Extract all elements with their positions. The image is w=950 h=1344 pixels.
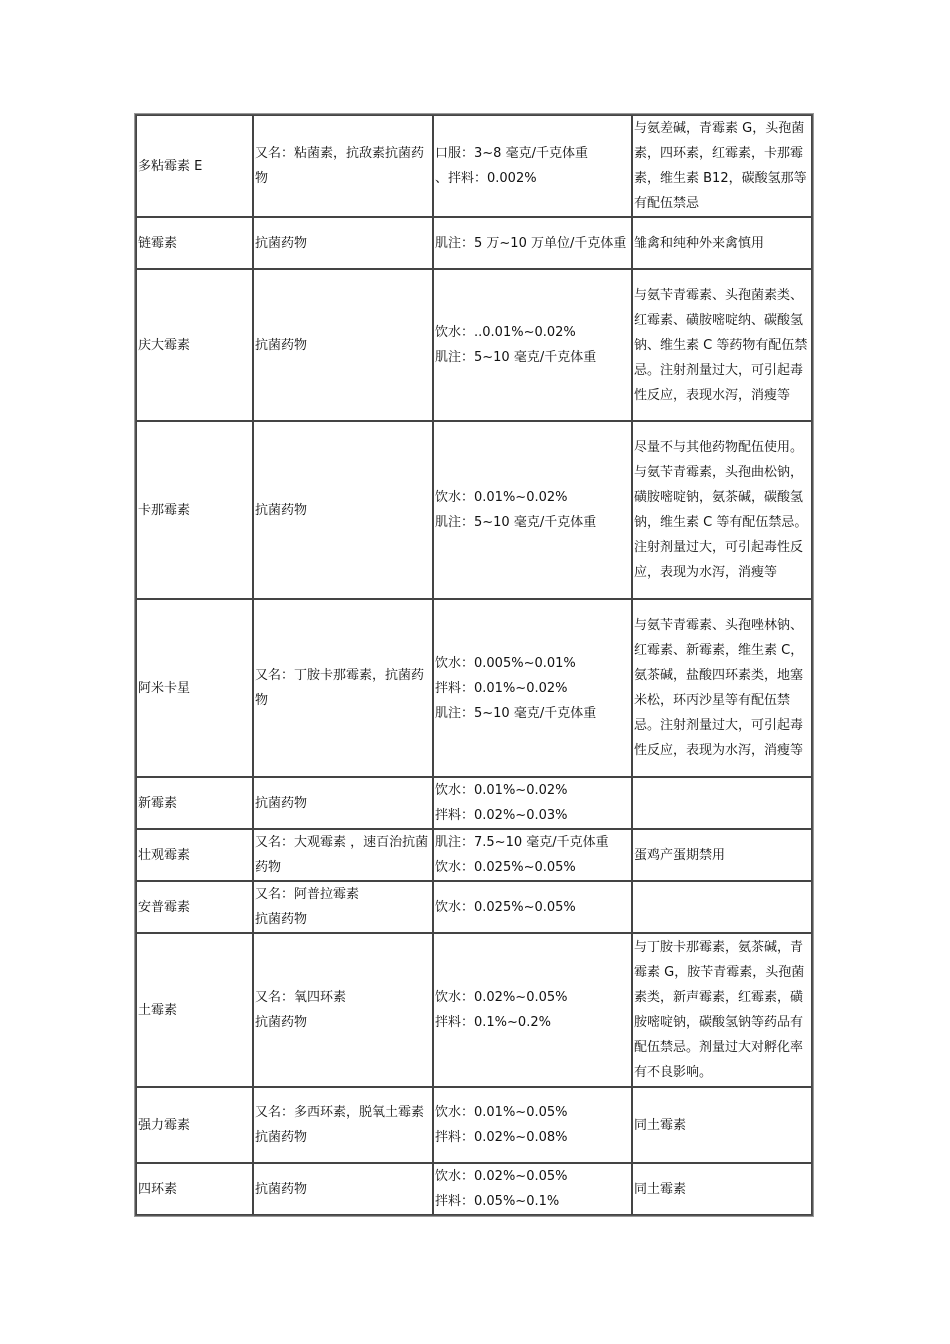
drug-desc-cell-line: 又名：多西环素，脱氧土霉素: [255, 1105, 425, 1120]
drug-name-cell: [136, 217, 253, 269]
drug-name-cell: [136, 599, 253, 777]
drug-note-cell-text: 雏禽和纯种外来禽慎用: [634, 235, 765, 251]
drug-name-cell: [136, 881, 253, 933]
drug-name-cell: [136, 1087, 253, 1163]
drug-dose-cell: [433, 933, 632, 1087]
drug-dose-cell-line: 饮水：..0.01%~0.02%: [435, 325, 576, 340]
table-row: [136, 599, 812, 777]
drug-dose-cell-line: 饮水：0.01%~0.02%: [435, 783, 568, 798]
drug-desc-cell-line: 又名：大观霉素 ，速百治抗菌药物: [255, 835, 429, 875]
drug-dose-cell-line: 拌料：0.01%~0.02%: [435, 680, 568, 696]
drug-name-cell-text: 链霉素: [138, 235, 178, 251]
drug-desc-cell: [253, 115, 433, 217]
drug-desc-cell-line: 抗菌药物: [255, 1130, 308, 1145]
drug-dose-cell-line: 肌注：5 万~10 万单位/千克体重: [435, 235, 627, 251]
drug-desc-cell-line: 抗菌药物: [255, 795, 308, 811]
table-row: [136, 829, 812, 881]
drug-name-cell-text: 强力霉素: [138, 1117, 191, 1133]
drug-desc-cell-line: 抗菌药物: [255, 1015, 308, 1030]
drug-dose-cell: [433, 881, 632, 933]
drug-dose-cell: [433, 269, 632, 421]
drug-dose-cell: [433, 421, 632, 599]
table-row: [136, 881, 812, 933]
drug-desc-cell-line: 又名：阿普拉霉素: [255, 887, 360, 902]
drug-name-cell: [136, 777, 253, 829]
drug-desc-cell-line: 又名：丁胺卡那霉素，抗菌药物: [255, 668, 425, 708]
drug-name-cell-text: 安普霉素: [138, 899, 191, 915]
drug-note-cell: [632, 269, 812, 421]
drug-note-cell: [632, 1163, 812, 1215]
drug-dose-cell-line: 、拌料：0.002%: [435, 171, 537, 186]
drug-note-cell-text: 与氨差碱，青霉素 G，头孢菌素，四环素，红霉素，卡那霉素，维生素 B12，碳酸氢那等有配伍禁忌: [634, 121, 807, 211]
drug-name-cell: [136, 269, 253, 421]
table-row: [136, 777, 812, 829]
drug-note-cell: [632, 777, 812, 829]
table-row: [136, 1163, 812, 1215]
drug-desc-cell-line: 抗菌药物: [255, 502, 308, 518]
drug-dose-cell: [433, 1163, 632, 1215]
drug-desc-cell: [253, 269, 433, 421]
drug-dose-cell-line: 口服：3~8 毫克/千克体重: [435, 146, 588, 161]
drug-note-cell-text: 尽量不与其他药物配伍使用。与氨苄青霉素，头孢曲松钠，磺胺嘧啶钠，氨茶碱，碳酸氢钠，维生素 C 等有配伍禁忌。注射剂量过大，可引起毒性反应，表现为水泻，消瘦等: [634, 440, 808, 580]
drug-desc-cell: [253, 421, 433, 599]
drug-dose-cell-line: 拌料：0.05%~0.1%: [435, 1194, 560, 1209]
drug-desc-cell: [253, 1087, 433, 1163]
drug-dose-cell-line: 饮水：0.01%~0.02%: [435, 490, 568, 505]
drug-name-cell: [136, 115, 253, 217]
drug-desc-cell-line: 抗菌药物: [255, 337, 308, 353]
drug-dose-cell-line: 拌料：0.02%~0.08%: [435, 1130, 568, 1145]
drug-note-cell: [632, 1087, 812, 1163]
drug-desc-cell-line: 抗菌药物: [255, 235, 308, 251]
drug-desc-cell: [253, 599, 433, 777]
drug-note-cell: [632, 599, 812, 777]
drug-name-cell: [136, 829, 253, 881]
drug-dose-cell-line: 拌料：0.1%~0.2%: [435, 1015, 551, 1030]
drug-name-cell-text: 土霉素: [138, 1002, 178, 1018]
drug-name-cell-text: 新霉素: [138, 795, 178, 811]
drug-dose-cell-line: 拌料：0.02%~0.03%: [435, 808, 568, 823]
drug-note-cell: [632, 421, 812, 599]
drug-desc-cell: [253, 217, 433, 269]
table-row: [136, 269, 812, 421]
drug-note-cell-text: 与丁胺卡那霉素，氨茶碱，青霉素 G，胺苄青霉素，头孢菌素类，新声霉素，红霉素，磺胺嘧啶钠，碳酸氢钠等药品有配伍禁忌。剂量过大对孵化率有不良影响。: [634, 940, 805, 1080]
drug-note-cell: [632, 115, 812, 217]
drug-note-cell-text: 与氨苄青霉素、头孢唑林钠、红霉素、新霉素，维生素 C，氨茶碱，盐酸四环素类，地塞米松，环丙沙星等有配伍禁忌。注射剂量过大，可引起毒性反应，表现为水泻，消瘦等: [634, 618, 804, 758]
drug-dose-cell: [433, 829, 632, 881]
drug-dose-cell-line: 饮水：0.025%~0.05%: [435, 860, 576, 875]
drug-desc-cell: [253, 777, 433, 829]
drug-desc-cell-line: 抗菌药物: [255, 1181, 308, 1197]
drug-note-cell: [632, 217, 812, 269]
drug-dose-cell-line: 肌注：5~10 毫克/千克体重: [435, 350, 597, 365]
drug-note-cell-text: 同土霉素: [634, 1117, 687, 1133]
drug-desc-cell-line: 又名：粘菌素，抗敌素抗菌药物: [255, 146, 425, 186]
table-row: [136, 1087, 812, 1163]
drug-desc-cell: [253, 829, 433, 881]
drug-dose-cell: [433, 115, 632, 217]
drug-note-cell-text: 与氨苄青霉素、头孢菌素类、红霉素、磺胺嘧啶纳、碳酸氢钠、维生素 C 等药物有配伍禁忌。注射剂量过大，可引起毒性反应，表现水泻，消瘦等: [634, 287, 808, 403]
table-row: [136, 933, 812, 1087]
table-row: [136, 217, 812, 269]
drug-desc-cell-line: 抗菌药物: [255, 912, 308, 927]
drug-name-cell-text: 壮观霉素: [138, 847, 191, 863]
drug-dose-cell-line: 饮水：0.02%~0.05%: [435, 1169, 568, 1184]
drug-dose-cell-line: 饮水：0.025%~0.05%: [435, 899, 576, 915]
drug-note-cell-text: 蛋鸡产蛋期禁用: [634, 847, 726, 863]
drug-dose-cell: [433, 599, 632, 777]
drug-name-cell-text: 庆大霉素: [138, 337, 191, 353]
drug-dose-cell-line: 肌注：7.5~10 毫克/千克体重: [435, 835, 609, 850]
drug-table: [135, 114, 813, 1216]
drug-name-cell: [136, 1163, 253, 1215]
drug-dose-cell-line: 饮水：0.02%~0.05%: [435, 990, 568, 1005]
drug-name-cell-text: 多粘霉素 E: [138, 158, 203, 174]
table-body: [136, 115, 812, 1215]
drug-name-cell-text: 四环素: [138, 1181, 178, 1197]
drug-dose-cell-line: 肌注：5~10 毫克/千克体重: [435, 705, 597, 721]
drug-dose-cell-line: 饮水：0.005%~0.01%: [435, 655, 576, 671]
drug-name-cell-text: 阿米卡星: [138, 680, 191, 696]
drug-name-cell: [136, 933, 253, 1087]
drug-dose-cell: [433, 1087, 632, 1163]
table-row: [136, 421, 812, 599]
drug-dose-cell-line: 饮水：0.01%~0.05%: [435, 1105, 568, 1120]
drug-dose-cell: [433, 777, 632, 829]
drug-desc-cell: [253, 881, 433, 933]
drug-desc-cell: [253, 1163, 433, 1215]
drug-note-cell-text: 同土霉素: [634, 1181, 687, 1197]
drug-name-cell-text: 卡那霉素: [138, 502, 191, 518]
drug-dose-cell-line: 肌注：5~10 毫克/千克体重: [435, 515, 597, 530]
table-row: [136, 115, 812, 217]
drug-desc-cell: [253, 933, 433, 1087]
drug-name-cell: [136, 421, 253, 599]
drug-dose-cell: [433, 217, 632, 269]
drug-note-cell: [632, 881, 812, 933]
drug-note-cell: [632, 933, 812, 1087]
drug-note-cell: [632, 829, 812, 881]
drug-desc-cell-line: 又名：氧四环素: [255, 990, 347, 1005]
